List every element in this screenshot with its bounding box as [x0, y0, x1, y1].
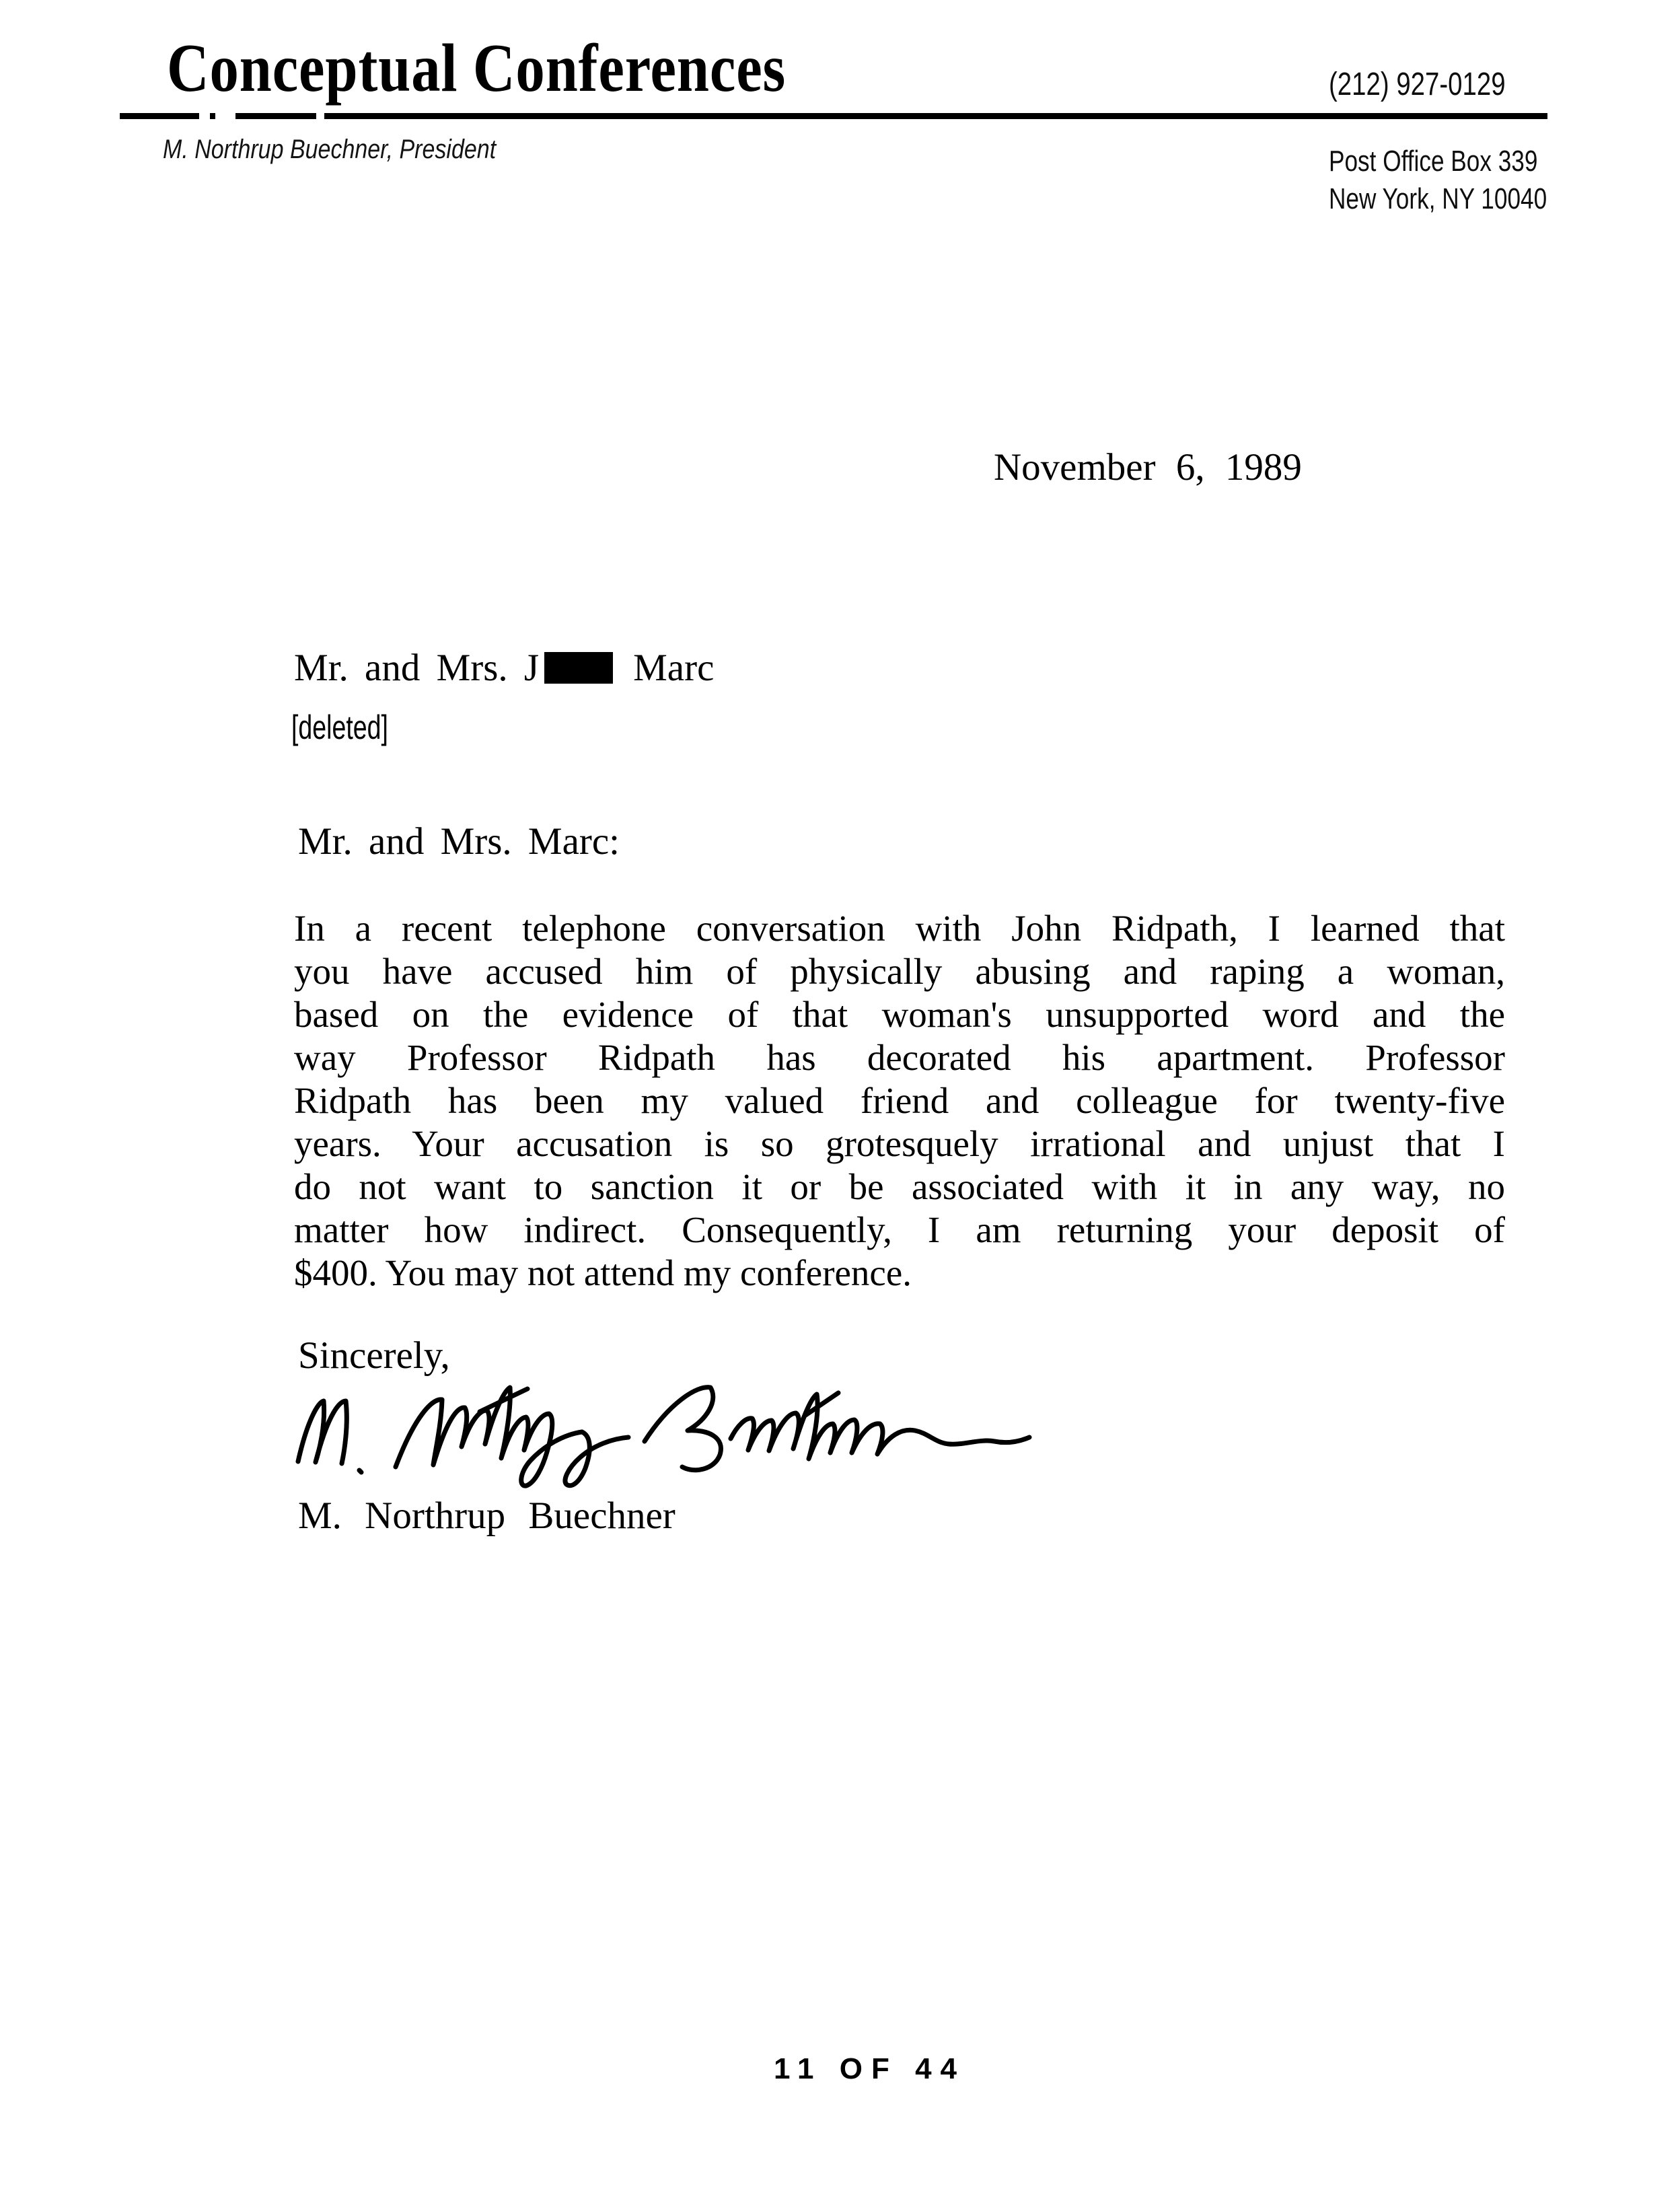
body-line: do not want to sanction it or be associated with it in any way, no [294, 1166, 1505, 1207]
body-line: matter how indirect. Consequently, I am returning your deposit of [294, 1209, 1505, 1250]
recipient-line [294, 646, 714, 690]
letterhead-divider [120, 113, 1547, 119]
letterhead-address [1329, 143, 1547, 218]
president-line: M. Northrup Buechner, President [163, 135, 497, 164]
body-line: way Professor Ridpath has decorated his apartment. Professor [294, 1037, 1505, 1078]
body-line: you have accused him of physically abusing and raping a woman, [294, 951, 1505, 992]
closing: Sincerely, [298, 1334, 450, 1377]
typed-signature-name: M. Northrup Buechner [298, 1494, 675, 1537]
date-line: November 6, 1989 [994, 446, 1302, 489]
recipient-name-suffix: Marc [633, 647, 715, 689]
body-line: Ridpath has been my valued friend and colleague for twenty-five [294, 1080, 1505, 1121]
redaction-box [544, 652, 613, 684]
signature-handwriting [281, 1374, 1055, 1492]
phone-number: (212) 927-0129 [1329, 67, 1506, 102]
address-line-1: Post Office Box 339 [1329, 145, 1538, 178]
letter-body [294, 907, 1505, 1295]
address-line-2: New York, NY 10040 [1329, 182, 1547, 215]
deleted-address-note: [deleted] [291, 709, 388, 746]
body-line: based on the evidence of that woman's unsupported word and the [294, 994, 1505, 1035]
salutation: Mr. and Mrs. Marc: [298, 820, 620, 863]
page-number: 11 OF 44 [774, 2052, 966, 2085]
recipient-name-prefix: Mr. and Mrs. J [294, 647, 540, 689]
body-line: $400. You may not attend my conference. [294, 1252, 912, 1293]
company-name: Conceptual Conferences [167, 30, 787, 106]
body-line: years. Your accusation is so grotesquely irrational and unjust that I [294, 1123, 1505, 1164]
body-line: In a recent telephone conversation with John Ridpath, I learned that [294, 908, 1505, 949]
